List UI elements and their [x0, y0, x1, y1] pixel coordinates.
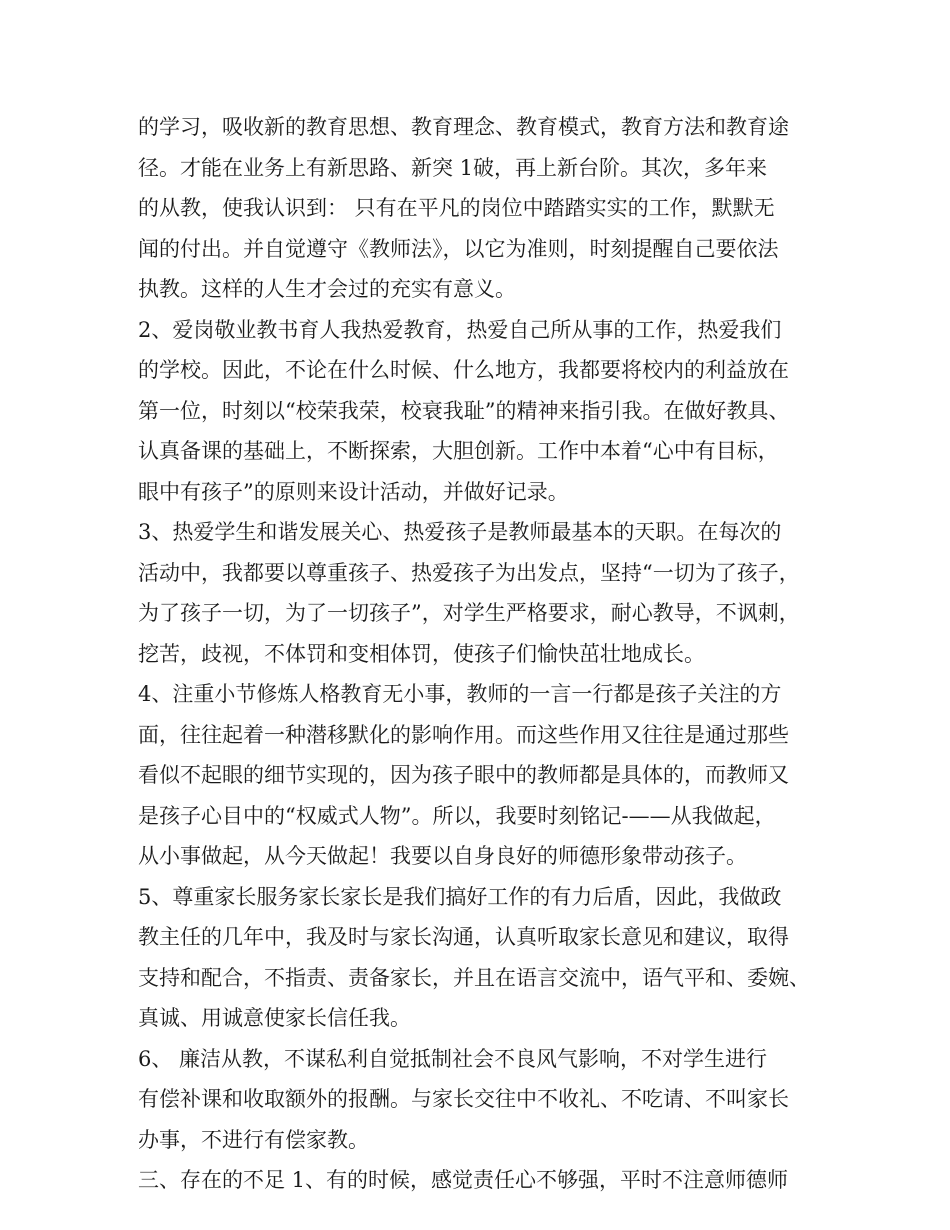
text-line: 挖苦，歧视，不体罚和变相体罚，使孩子们愉快茁壮地成长。	[138, 641, 705, 666]
text-line: 4、注重小节修炼人格教育无小事，教师的一言一行都是孩子关注的方	[138, 682, 782, 706]
text-line: 支持和配合，不指责、责备家长，并且在语言交流中，语气平和、委婉、	[138, 965, 810, 990]
text-line: 是孩子心目中的“权威式人物”。所以，我要时刻铭记-——从我做起，	[138, 803, 776, 828]
text-line: 认真备课的基础上，不断探索，大胆创新。工作中本着“心中有目标，	[138, 439, 779, 463]
text-line: 的学校。因此，不论在什么时候、什么地方，我都要将校内的利益放在	[138, 358, 789, 382]
text-line: 闻的付出。并自觉遵守《教师法》，以它为准则，时刻提醒自己要依法	[138, 236, 779, 261]
document-body	[138, 107, 838, 1201]
text-line: 办事，不进行有偿家教。	[138, 1127, 369, 1152]
text-line: 真诚、用诚意使家长信任我。	[138, 1006, 411, 1030]
text-line: 为了孩子一切，为了一切孩子”，对学生严格要求，耐心教导，不讽刺，	[138, 601, 800, 625]
text-line: 执教。这样的人生才会过的充实有意义。	[138, 277, 516, 301]
text-line: 三、存在的不足 1、有的时候，感觉责任心不够强，平时不注意师德师	[138, 1168, 789, 1192]
text-line: 的从教，使我认识到： 只有在平凡的岗位中踏踏实实的工作，默默无	[138, 196, 775, 220]
text-line: 5、尊重家长服务家长家长是我们搞好工作的有力后盾，因此，我做政	[138, 884, 782, 909]
text-line: 看似不起眼的细节实现的，因为孩子眼中的教师都是具体的，而教师又	[138, 763, 789, 787]
text-line: 有偿补课和收取额外的报酬。与家长交往中不收礼、不吃请、不叫家长	[138, 1087, 789, 1111]
text-line: 3、热爱学生和谐发展关心、热爱孩子是教师最基本的天职。在每次的	[138, 520, 782, 544]
text-line: 教主任的几年中，我及时与家长沟通，认真听取家长意见和建议，取得	[138, 925, 789, 949]
text-line: 从小事做起，从今天做起！我要以自身良好的师德形象带动孩子。	[138, 844, 747, 868]
text-line: 2、爱岗敬业教书育人我热爱教育，热爱自己所从事的工作，热爱我们	[138, 317, 782, 342]
text-line: 活动中，我都要以尊重孩子、热爱孩子为出发点，坚持“一切为了孩子，	[138, 560, 800, 585]
text-line: 眼中有孩子”的原则来设计活动，并做好记录。	[138, 479, 569, 504]
text-line: 的学习，吸收新的教育思想、教育理念、教育模式，教育方法和教育途	[138, 115, 789, 139]
text-line: 径。才能在业务上有新思路、新突 1破，再上新台阶。其次，多年来	[138, 155, 768, 180]
text-line: 第一位，时刻以“校荣我荣，校衰我耻”的精神来指引我。在做好教具、	[138, 398, 790, 423]
text-line: 面，往往起着一种潜移默化的影响作用。而这些作用又往往是通过那些	[138, 722, 789, 747]
text-line: 6、 廉洁从教，不谋私利自觉抵制社会不良风气影响，不对学生进行	[138, 1046, 768, 1071]
